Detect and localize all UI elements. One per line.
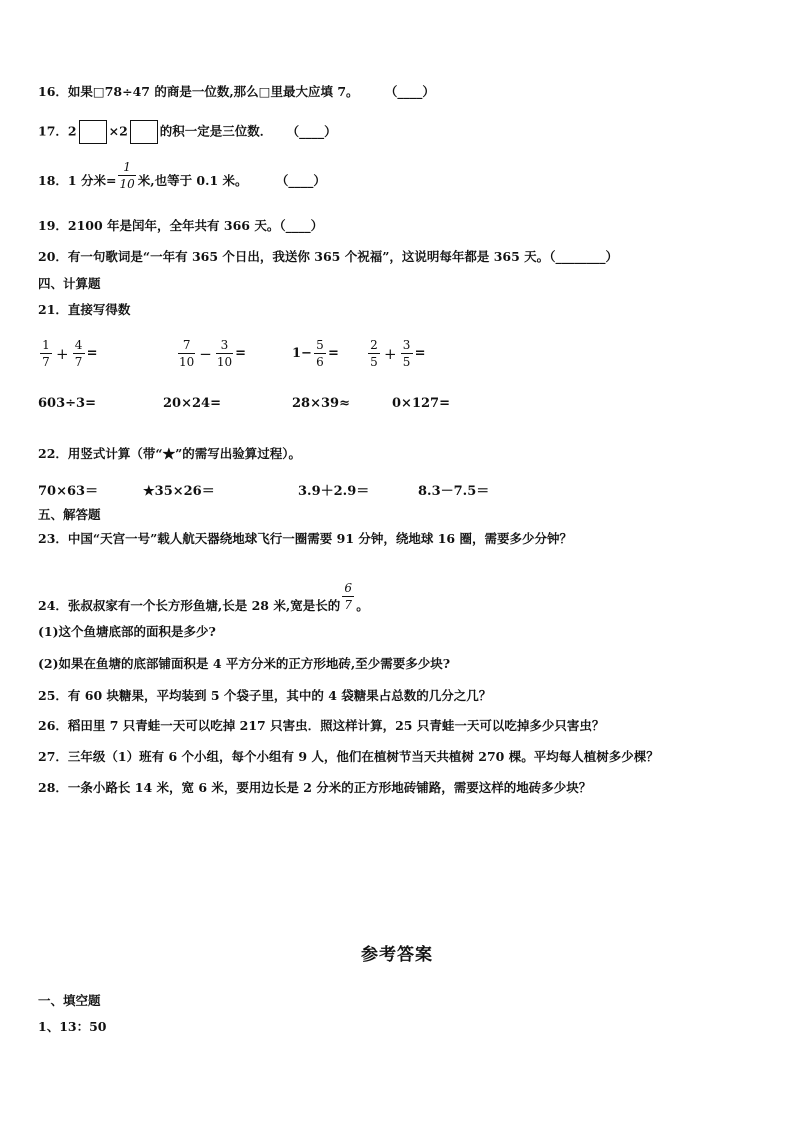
answer-blank[interactable]: （____） — [279, 218, 324, 233]
question-number: 23． — [38, 531, 68, 546]
calc-item: 70×63＝ — [38, 484, 99, 499]
question-16 — [38, 84, 435, 100]
answer-blank[interactable]: （____） — [275, 173, 326, 188]
question-text: 一条小路长 14 米，宽 6 米，要用边长是 2 分米的正方形地砖铺路，需要这样的地砖多少块？ — [67, 780, 592, 795]
question-28 — [38, 780, 591, 796]
answers-title: 参考答案 — [361, 945, 433, 965]
question-23 — [38, 531, 572, 547]
question-26 — [38, 718, 604, 734]
fraction-exercise-2: $\frac{7}{10}$ − $\frac{3}{10}$ = — [179, 338, 247, 369]
question-21 — [38, 302, 130, 318]
question-text: 稻田里 7 只青蛙一天可以吃掉 217 只害虫．照这样计算，25 只青蛙一天可以吃掉多少只害虫？ — [67, 718, 605, 733]
question-number: 18． — [38, 173, 68, 188]
sub-question: (2)如果在鱼塘的底部铺面积是 4 平方分米的正方形地砖,至少需要多少块? — [38, 656, 451, 671]
digit-box[interactable] — [79, 120, 107, 144]
question-number: 16． — [38, 84, 68, 99]
fraction: $\frac{3}{5}$ — [401, 338, 413, 369]
calc-item: 8.3－7.5＝ — [418, 484, 490, 499]
question-text: 有 60 块糖果，平均装到 5 个袋子里，其中的 4 袋糖果占总数的几分之几？ — [67, 688, 492, 703]
question-number: 19． — [38, 218, 68, 233]
section-heading: 四、计算题 — [38, 276, 101, 291]
calc-item: 603÷3= — [38, 396, 96, 411]
question-17: 17．2 ×2 的积一定是三位数． （____） — [38, 120, 337, 144]
question-text: 如果□78÷47 的商是一位数,那么□里最大应填 7。 — [67, 84, 359, 99]
question-text: 的积一定是三位数． — [159, 123, 273, 139]
question-text: 张叔叔家有一个长方形鱼塘,长是 28 米,宽是长的 — [67, 598, 341, 613]
answer-blank[interactable]: （________） — [549, 249, 618, 264]
fraction-exercise-4: $\frac{2}{5}$ + $\frac{3}{5}$ = — [366, 338, 425, 369]
calc-item: 20×24= — [163, 396, 221, 411]
fraction: $\frac{4}{7}$ — [73, 338, 85, 369]
question-text: 中国“天宫一号”载人航天器绕地球飞行一圈需要 91 分钟，绕地球 16 圈，需要多少分钟？ — [67, 531, 572, 546]
fraction: $\frac{2}{5}$ — [368, 338, 380, 369]
question-24: 24．张叔叔家有一个长方形鱼塘,长是 28 米,宽是长的 $\frac{6}{7}$ 。 — [38, 581, 369, 613]
fraction: $\frac{3}{10}$ — [216, 338, 233, 369]
fraction: $\frac{5}{6}$ — [314, 338, 326, 369]
digit-box[interactable] — [130, 120, 158, 144]
question-text: 有一句歌词是“一年有 365 个日出，我送你 365 个祝福”，这说明每年都是 365 天。 — [67, 249, 550, 264]
fraction-exercise-1: $\frac{1}{7}$ + $\frac{4}{7}$ = — [38, 338, 97, 369]
question-number: 27． — [38, 749, 68, 764]
sub-question: (1)这个鱼塘底部的面积是多少? — [38, 624, 216, 639]
question-number: 22． — [38, 446, 68, 461]
question-text: 用竖式计算（带“★”的需写出验算过程）。 — [67, 446, 302, 461]
fraction: $\frac{1}{10}$ — [119, 160, 135, 191]
answer-1: 1、13：50 — [38, 1019, 107, 1034]
question-number: 21． — [38, 302, 68, 317]
calc-item: 0×127= — [392, 396, 450, 411]
section-heading: 五、解答题 — [38, 507, 101, 522]
question-number: 25． — [38, 688, 68, 703]
question-number: 17． — [38, 123, 68, 139]
calc-item: 3.9＋2.9＝ — [298, 484, 370, 499]
question-text: 三年级（1）班有 6 个小组，每个小组有 9 人，他们在植树节当天共植树 270 棵。平均每人植树多少棵？ — [67, 749, 659, 764]
question-number: 26． — [38, 718, 68, 733]
question-number: 24． — [38, 598, 68, 613]
answer-blank[interactable]: （____） — [384, 84, 435, 99]
calc-item: ★35×26＝ — [143, 484, 215, 499]
question-number: 28． — [38, 780, 68, 795]
question-19 — [38, 218, 323, 234]
question-27 — [38, 749, 659, 765]
calc-item: 28×39≈ — [292, 396, 350, 411]
section-heading: 一、填空题 — [38, 993, 101, 1008]
question-text: 2100 年是闰年，全年共有 366 天。 — [67, 218, 280, 233]
question-18: 18．1 分米= $\frac{1}{10}$ 米,也等于 0.1 米。 （____） — [38, 160, 326, 191]
fraction: $\frac{1}{7}$ — [40, 338, 52, 369]
question-number: 20． — [38, 249, 68, 264]
question-text: 直接写得数 — [67, 302, 131, 317]
question-20 — [38, 249, 618, 265]
question-25 — [38, 688, 491, 704]
answer-blank[interactable]: （____） — [286, 123, 337, 139]
fraction: $\frac{6}{7}$ — [342, 581, 354, 612]
fraction-exercise-3: 1− $\frac{5}{6}$ = — [292, 338, 339, 369]
question-22 — [38, 446, 301, 462]
fraction: $\frac{7}{10}$ — [179, 338, 195, 369]
